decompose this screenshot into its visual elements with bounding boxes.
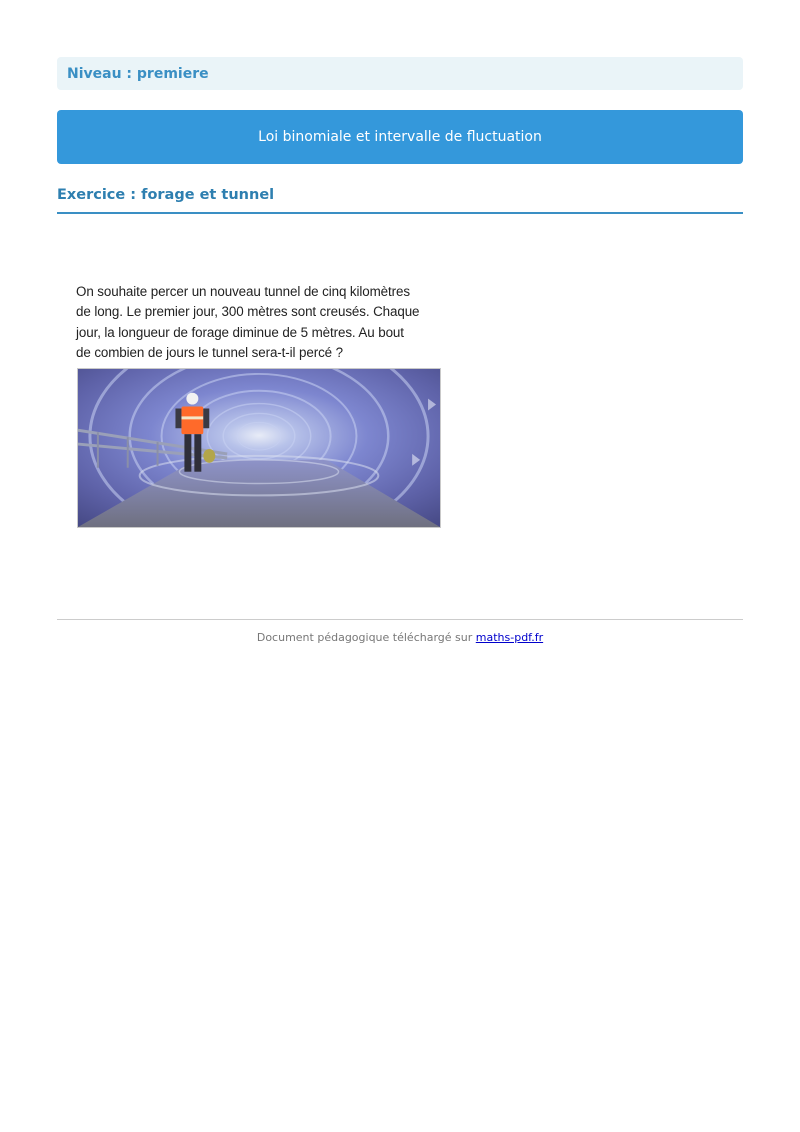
- footer: [57, 631, 743, 644]
- banner-title: Loi binomiale et intervalle de fluctuation: [258, 129, 542, 145]
- footer-divider: [57, 619, 743, 620]
- footer-text: Document pédagogique téléchargé sur: [256, 631, 473, 644]
- exercise-statement: [76, 282, 441, 363]
- title-banner: [57, 110, 743, 164]
- statement-line: de combien de jours le tunnel sera-t-il percé ?: [76, 344, 343, 360]
- exercise-figure: [76, 282, 441, 530]
- exercise-title: Exercice : forage et tunnel: [57, 185, 743, 214]
- footer-link[interactable]: maths-pdf.fr: [475, 631, 544, 644]
- tunnel-worker-photo-icon: [78, 369, 440, 527]
- level-label: Niveau : premiere: [67, 65, 209, 82]
- tunnel-photo: [77, 368, 441, 528]
- statement-line: jour, la longueur de forage diminue de 5 mètres. Au bout: [76, 324, 404, 340]
- level-box: [57, 57, 743, 90]
- statement-line: de long. Le premier jour, 300 mètres sont creusés. Chaque: [76, 304, 420, 320]
- statement-line: On souhaite percer un nouveau tunnel de cinq kilomètres: [76, 284, 410, 299]
